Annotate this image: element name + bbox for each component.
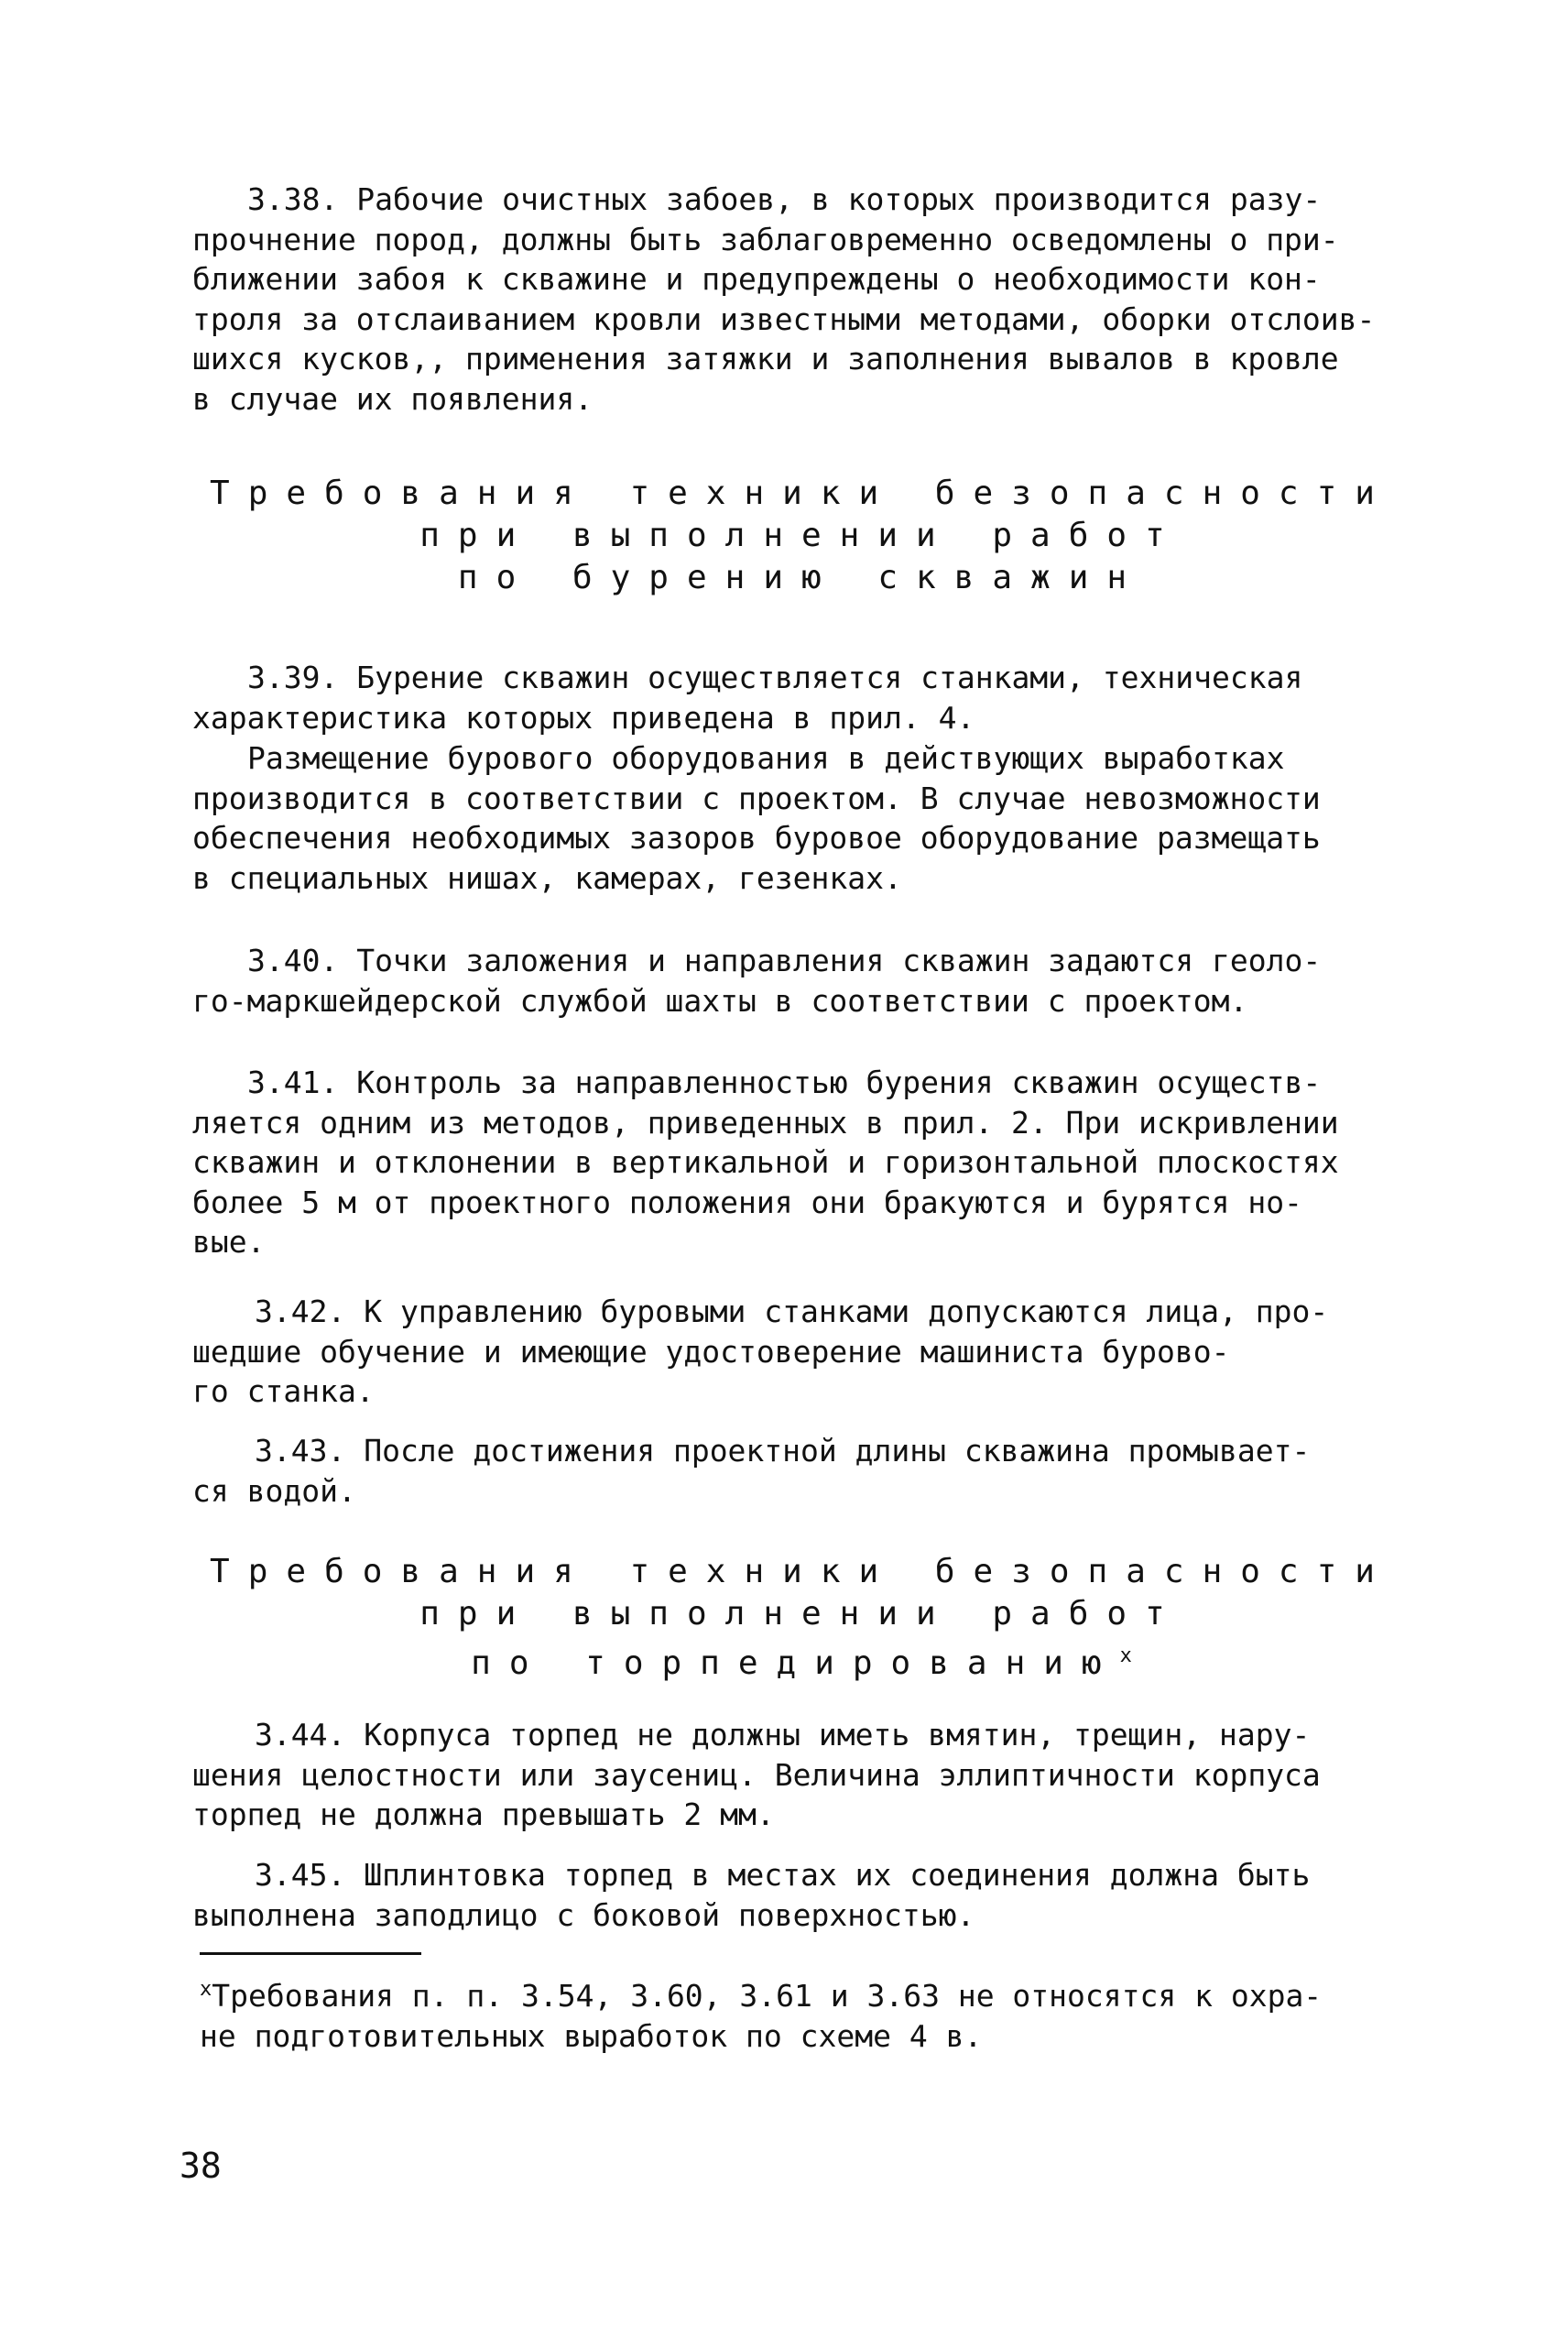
footnote-line <box>200 1970 1427 2016</box>
text-line: характеристика которых приведена в прил. 4. <box>192 699 975 736</box>
text-line: торпед не должна превышать 2 мм. <box>192 1796 775 1832</box>
section-heading-torpedo <box>192 1551 1410 1685</box>
heading-line: при выполнении работ <box>419 517 1183 554</box>
text-line: скважин и отклонении в вертикальной и горизонтальной плоскостях <box>192 1144 1339 1180</box>
heading-line: Требования техники безопасности <box>210 1553 1393 1590</box>
text-line: выполнена заподлицо с боковой поверхностью. <box>192 1896 975 1933</box>
footnote-marker: x <box>200 1978 212 2001</box>
heading-line: Требования техники безопасности <box>210 475 1393 512</box>
paragraph-3-39-continued <box>192 738 1410 898</box>
text-line: троля за отслаиванием кровли известными методами, оборки отслоив- <box>192 300 1376 337</box>
heading-line <box>192 1635 1410 1685</box>
text-line: шихся кусков,, применения затяжки и заполнения вывалов в кровле <box>192 341 1339 377</box>
text-line: более 5 м от проектного положения они бракуются и бурятся но- <box>192 1184 1302 1220</box>
text-line: ся водой. <box>192 1472 356 1509</box>
text-line: 3.40. Точки заложения и направления скважин задаются геоло- <box>247 943 1322 978</box>
footnote-text: Требования п. п. 3.54, 3.60, 3.61 и 3.63 не относятся к охра- <box>212 1978 1323 2014</box>
footnote-divider <box>200 1952 421 1955</box>
text-line: го-маркшейдерской службой шахты в соответствии с проектом. <box>192 982 1248 1019</box>
paragraph-3-39 <box>192 658 1410 737</box>
text-line: в случае их появления. <box>192 380 593 417</box>
text-line: вые. <box>192 1224 266 1260</box>
text-line: ближении забоя к скважине и предупреждены о необходимости кон- <box>192 261 1321 297</box>
paragraph-3-42 <box>192 1292 1410 1412</box>
heading-line: по бурению скважин <box>457 559 1146 596</box>
text-line: шедшие обучение и имеющие удостоверение машиниста бурово- <box>192 1333 1230 1370</box>
paragraph-3-45 <box>192 1855 1410 1935</box>
footnote-reference-marker: x <box>1119 1644 1132 1667</box>
text-line: 3.38. Рабочие очистных забоев, в которых производится разу- <box>247 181 1322 217</box>
heading-text: по торпедированию <box>471 1644 1120 1682</box>
paragraph-3-38 <box>192 180 1410 419</box>
text-line: Размещение бурового оборудования в действующих выработках <box>247 740 1285 776</box>
text-line: го станка. <box>192 1373 375 1409</box>
text-line: прочнение пород, должны быть заблаговременно осведомлены о при- <box>192 221 1339 257</box>
heading-line: при выполнении работ <box>419 1595 1183 1633</box>
text-line: ляется одним из методов, приведенных в прил. 2. При искривлении <box>192 1104 1339 1141</box>
page-number: 38 <box>180 2146 222 2186</box>
text-line: 3.42. К управлению буровыми станками допускаются лица, про- <box>255 1294 1329 1329</box>
paragraph-3-40 <box>192 941 1410 1021</box>
text-line: производится в соответствии с проектом. В случае невозможности <box>192 780 1321 816</box>
text-line: 3.39. Бурение скважин осуществляется станками, техническая <box>247 660 1303 695</box>
text-line: в специальных нишах, камерах, гезенках. <box>192 859 902 896</box>
text-line: 3.41. Контроль за направленностью бурения скважин осуществ- <box>247 1065 1322 1100</box>
footnote <box>200 1970 1427 2057</box>
text-line: 3.44. Корпуса торпед не должны иметь вмятин, трещин, нару- <box>255 1717 1311 1753</box>
text-line: 3.45. Шплинтовка торпед в местах их соединения должна быть <box>255 1857 1311 1893</box>
paragraph-3-41 <box>192 1063 1410 1262</box>
section-heading-drilling <box>192 473 1410 599</box>
text-line: шения целостности или заусениц. Величина эллиптичности корпуса <box>192 1756 1321 1793</box>
paragraph-3-43 <box>192 1431 1410 1511</box>
footnote-line: не подготовительных выработок по схеме 4 в. <box>200 2018 983 2054</box>
text-line: обеспечения необходимых зазоров буровое оборудование размещать <box>192 820 1321 856</box>
paragraph-3-44 <box>192 1715 1410 1835</box>
text-line: 3.43. После достижения проектной длины скважина промывает- <box>255 1433 1311 1469</box>
